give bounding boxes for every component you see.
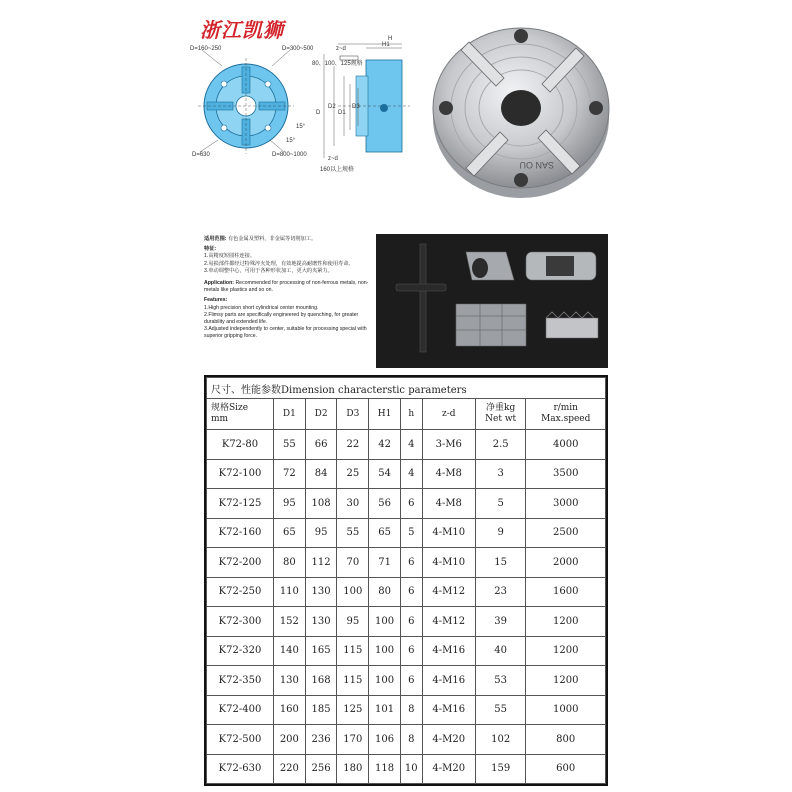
table-cell: 95 — [305, 518, 337, 548]
table-cell: 30 — [337, 489, 369, 519]
table-cell: 220 — [274, 754, 306, 784]
label-h1: H1 — [382, 42, 390, 48]
table-cell: 53 — [475, 666, 526, 696]
table-cell: K72-125 — [207, 489, 274, 519]
label-spec1: 80、100、125规格 — [312, 61, 363, 67]
header-speed-label: r/min — [553, 403, 578, 413]
table-cell: K72-160 — [207, 518, 274, 548]
label-d-630: D=630 — [192, 152, 210, 158]
label-d-mid: D=300~500 — [282, 46, 314, 52]
table-cell: 40 — [475, 636, 526, 666]
table-cell: 1200 — [526, 666, 606, 696]
label-spec2: 160以上规格 — [320, 167, 355, 173]
table-cell: 256 — [305, 754, 337, 784]
table-row — [207, 518, 606, 548]
table-cell: 102 — [475, 725, 526, 755]
label-d1: D1 — [338, 110, 346, 116]
table-cell: 600 — [526, 754, 606, 784]
table-cell: 4-M10 — [422, 548, 475, 578]
label-d: D — [316, 110, 321, 116]
header-wt — [475, 399, 526, 430]
table-cell: 8 — [400, 695, 422, 725]
parts-illustration — [376, 234, 608, 368]
header-zd: z-d — [422, 399, 475, 430]
table-cell: 4-M12 — [422, 577, 475, 607]
table-cell: 115 — [337, 666, 369, 696]
label-d3: D3 — [352, 104, 360, 110]
table-cell: 1000 — [526, 695, 606, 725]
table-cell: 6 — [400, 548, 422, 578]
table-cell: 65 — [369, 518, 401, 548]
table-cell: 4-M8 — [422, 489, 475, 519]
table-cell: 112 — [305, 548, 337, 578]
table-cell: 4-M12 — [422, 607, 475, 637]
table-cell: 55 — [337, 518, 369, 548]
header-h1: H1 — [369, 399, 401, 430]
table-cell: K72-320 — [207, 636, 274, 666]
table-cell: 130 — [305, 577, 337, 607]
table-cell: 106 — [369, 725, 401, 755]
table-cell: 130 — [274, 666, 306, 696]
table-cell: 3000 — [526, 489, 606, 519]
table-cell: 152 — [274, 607, 306, 637]
feature-cn-1: 1.高精度短圆柱连接。 — [204, 253, 256, 260]
front-view — [198, 50, 294, 154]
table-cell: 6 — [400, 636, 422, 666]
label-angle-2: 15° — [286, 138, 296, 144]
header-d1: D1 — [274, 399, 306, 430]
table-cell: 70 — [337, 548, 369, 578]
technical-drawing — [188, 36, 424, 186]
table-cell: 4 — [400, 459, 422, 489]
table-cell: 72 — [274, 459, 306, 489]
table-cell: K72-200 — [207, 548, 274, 578]
label-zd-bottom: z~d — [328, 156, 338, 162]
table-cell: 9 — [475, 518, 526, 548]
label-angle: 15° — [296, 124, 306, 130]
table-cell: 6 — [400, 489, 422, 519]
table-cell: 118 — [369, 754, 401, 784]
table-cell: 4-M10 — [422, 518, 475, 548]
engraving-text: SAN OU — [519, 160, 554, 170]
table-cell: 4-M20 — [422, 725, 475, 755]
table-cell: 6 — [400, 577, 422, 607]
header-speed-en: Max.speed — [541, 414, 591, 424]
table-cell: 236 — [305, 725, 337, 755]
table-cell: 56 — [369, 489, 401, 519]
table-cell: 22 — [337, 430, 369, 460]
table-cell: 110 — [274, 577, 306, 607]
table-cell: K72-630 — [207, 754, 274, 784]
table-cell: K72-300 — [207, 607, 274, 637]
header-wt-label: 净重kg — [486, 403, 516, 413]
table-cell: 4000 — [526, 430, 606, 460]
features-en-label: Features: — [204, 297, 228, 304]
table-row — [207, 695, 606, 725]
table-title: 尺寸、性能参数Dimension characterstic parameters — [207, 378, 606, 399]
table-cell: 55 — [475, 695, 526, 725]
description-block — [204, 236, 372, 341]
header-size-label: 规格Size — [211, 403, 249, 413]
header-size-unit: mm — [211, 414, 229, 424]
table-cell: 6 — [400, 666, 422, 696]
table-cell: 95 — [337, 607, 369, 637]
table-cell: 84 — [305, 459, 337, 489]
table-cell: 4-M20 — [422, 754, 475, 784]
table-cell: 200 — [274, 725, 306, 755]
table-cell: K72-500 — [207, 725, 274, 755]
table-cell: 1200 — [526, 636, 606, 666]
table-row — [207, 577, 606, 607]
table-cell: 3-M6 — [422, 430, 475, 460]
brand-title: 浙江凯狮 — [200, 18, 284, 42]
table-row — [207, 725, 606, 755]
table-cell: 125 — [337, 695, 369, 725]
table-cell: 170 — [337, 725, 369, 755]
table-cell: K72-400 — [207, 695, 274, 725]
table-row — [207, 607, 606, 637]
table-row — [207, 666, 606, 696]
table-cell: 4-M16 — [422, 695, 475, 725]
label-zd: z~d — [336, 46, 346, 52]
table-cell: K72-80 — [207, 430, 274, 460]
table-cell: 4-M8 — [422, 459, 475, 489]
table-header-row — [207, 399, 606, 430]
table-cell: 100 — [369, 607, 401, 637]
label-h: H — [388, 36, 393, 42]
parameters-table — [204, 375, 608, 786]
table-cell: 55 — [274, 430, 306, 460]
table-cell: 8 — [400, 725, 422, 755]
table-cell: 25 — [337, 459, 369, 489]
table-cell: 168 — [305, 666, 337, 696]
header-size — [207, 399, 274, 430]
table-cell: 115 — [337, 636, 369, 666]
table-row — [207, 548, 606, 578]
table-row — [207, 459, 606, 489]
chuck-illustration — [426, 8, 616, 204]
table-cell: 160 — [274, 695, 306, 725]
table-cell: 165 — [305, 636, 337, 666]
table-body — [207, 430, 606, 784]
table-cell: 15 — [475, 548, 526, 578]
table-cell: 800 — [526, 725, 606, 755]
feature-cn-2: 2.易损部件都经过特殊淬火处理，有效地提高耐磨性和使用寿命。 — [204, 260, 354, 267]
table-cell: 185 — [305, 695, 337, 725]
label-d2: D2 — [328, 104, 336, 110]
table-cell: 1600 — [526, 577, 606, 607]
header-d2: D2 — [305, 399, 337, 430]
table-row — [207, 430, 606, 460]
table-row — [207, 636, 606, 666]
table-cell: 4-M16 — [422, 636, 475, 666]
application-cn-label: 适用范围: — [204, 236, 227, 242]
table-cell: 5 — [475, 489, 526, 519]
table-cell: 95 — [274, 489, 306, 519]
application-en-label: Application: — [204, 280, 234, 287]
table-cell: 54 — [369, 459, 401, 489]
table-cell: 100 — [369, 666, 401, 696]
table-cell: 5 — [400, 518, 422, 548]
table-cell: K72-100 — [207, 459, 274, 489]
table-cell: 2.5 — [475, 430, 526, 460]
table-cell: 159 — [475, 754, 526, 784]
feature-en-3: 3.Adjusted independently to center, suitable for processing special with superior gripping force. — [204, 326, 367, 340]
table-cell: 66 — [305, 430, 337, 460]
table-cell: 3 — [475, 459, 526, 489]
application-en: Recommended for processing of non-ferrous metals, non-metals like plastics and so on. — [204, 280, 369, 294]
table-cell: 80 — [369, 577, 401, 607]
chuck-photo — [426, 8, 616, 204]
table-row — [207, 754, 606, 784]
feature-en-1: 1.High precision short cylindrical center mounting. — [204, 304, 319, 311]
header-wt-en: Net wt — [485, 414, 517, 424]
table-row — [207, 489, 606, 519]
table-cell: 42 — [369, 430, 401, 460]
header-h: h — [400, 399, 422, 430]
table-cell: 23 — [475, 577, 526, 607]
table-cell: 4-M16 — [422, 666, 475, 696]
label-d-large: D=800~1000 — [272, 152, 307, 158]
table-cell: 100 — [369, 636, 401, 666]
table-cell: 2000 — [526, 548, 606, 578]
header-d3: D3 — [337, 399, 369, 430]
table-cell: 108 — [305, 489, 337, 519]
table-cell: 4 — [400, 430, 422, 460]
feature-cn-3: 3.单动调整中心，可用于各种形状加工，更大的夹紧力。 — [204, 267, 333, 274]
table-cell: 1200 — [526, 607, 606, 637]
table-cell: 80 — [274, 548, 306, 578]
table-cell: 140 — [274, 636, 306, 666]
table-cell: 3500 — [526, 459, 606, 489]
table-cell: 71 — [369, 548, 401, 578]
label-d-small: D=160~250 — [190, 46, 222, 52]
table-cell: 39 — [475, 607, 526, 637]
feature-en-2: 2.Flimsy parts are specifically engineered by quenching, for greater durability and extended life. — [204, 311, 359, 326]
application-cn: 有色金属及塑料，非金属等切削加工。 — [227, 236, 317, 242]
table-cell: K72-350 — [207, 666, 274, 696]
header-speed — [526, 399, 606, 430]
table-cell: 101 — [369, 695, 401, 725]
table-cell: 10 — [400, 754, 422, 784]
parts-photo — [376, 234, 608, 368]
table-cell: 100 — [337, 577, 369, 607]
table-cell: 6 — [400, 607, 422, 637]
table-cell: 180 — [337, 754, 369, 784]
chuck-drawing-svg — [188, 36, 424, 186]
table-cell: 2500 — [526, 518, 606, 548]
table-cell: 65 — [274, 518, 306, 548]
table-cell: K72-250 — [207, 577, 274, 607]
table-cell: 130 — [305, 607, 337, 637]
features-cn-label: 特征: — [204, 246, 217, 253]
